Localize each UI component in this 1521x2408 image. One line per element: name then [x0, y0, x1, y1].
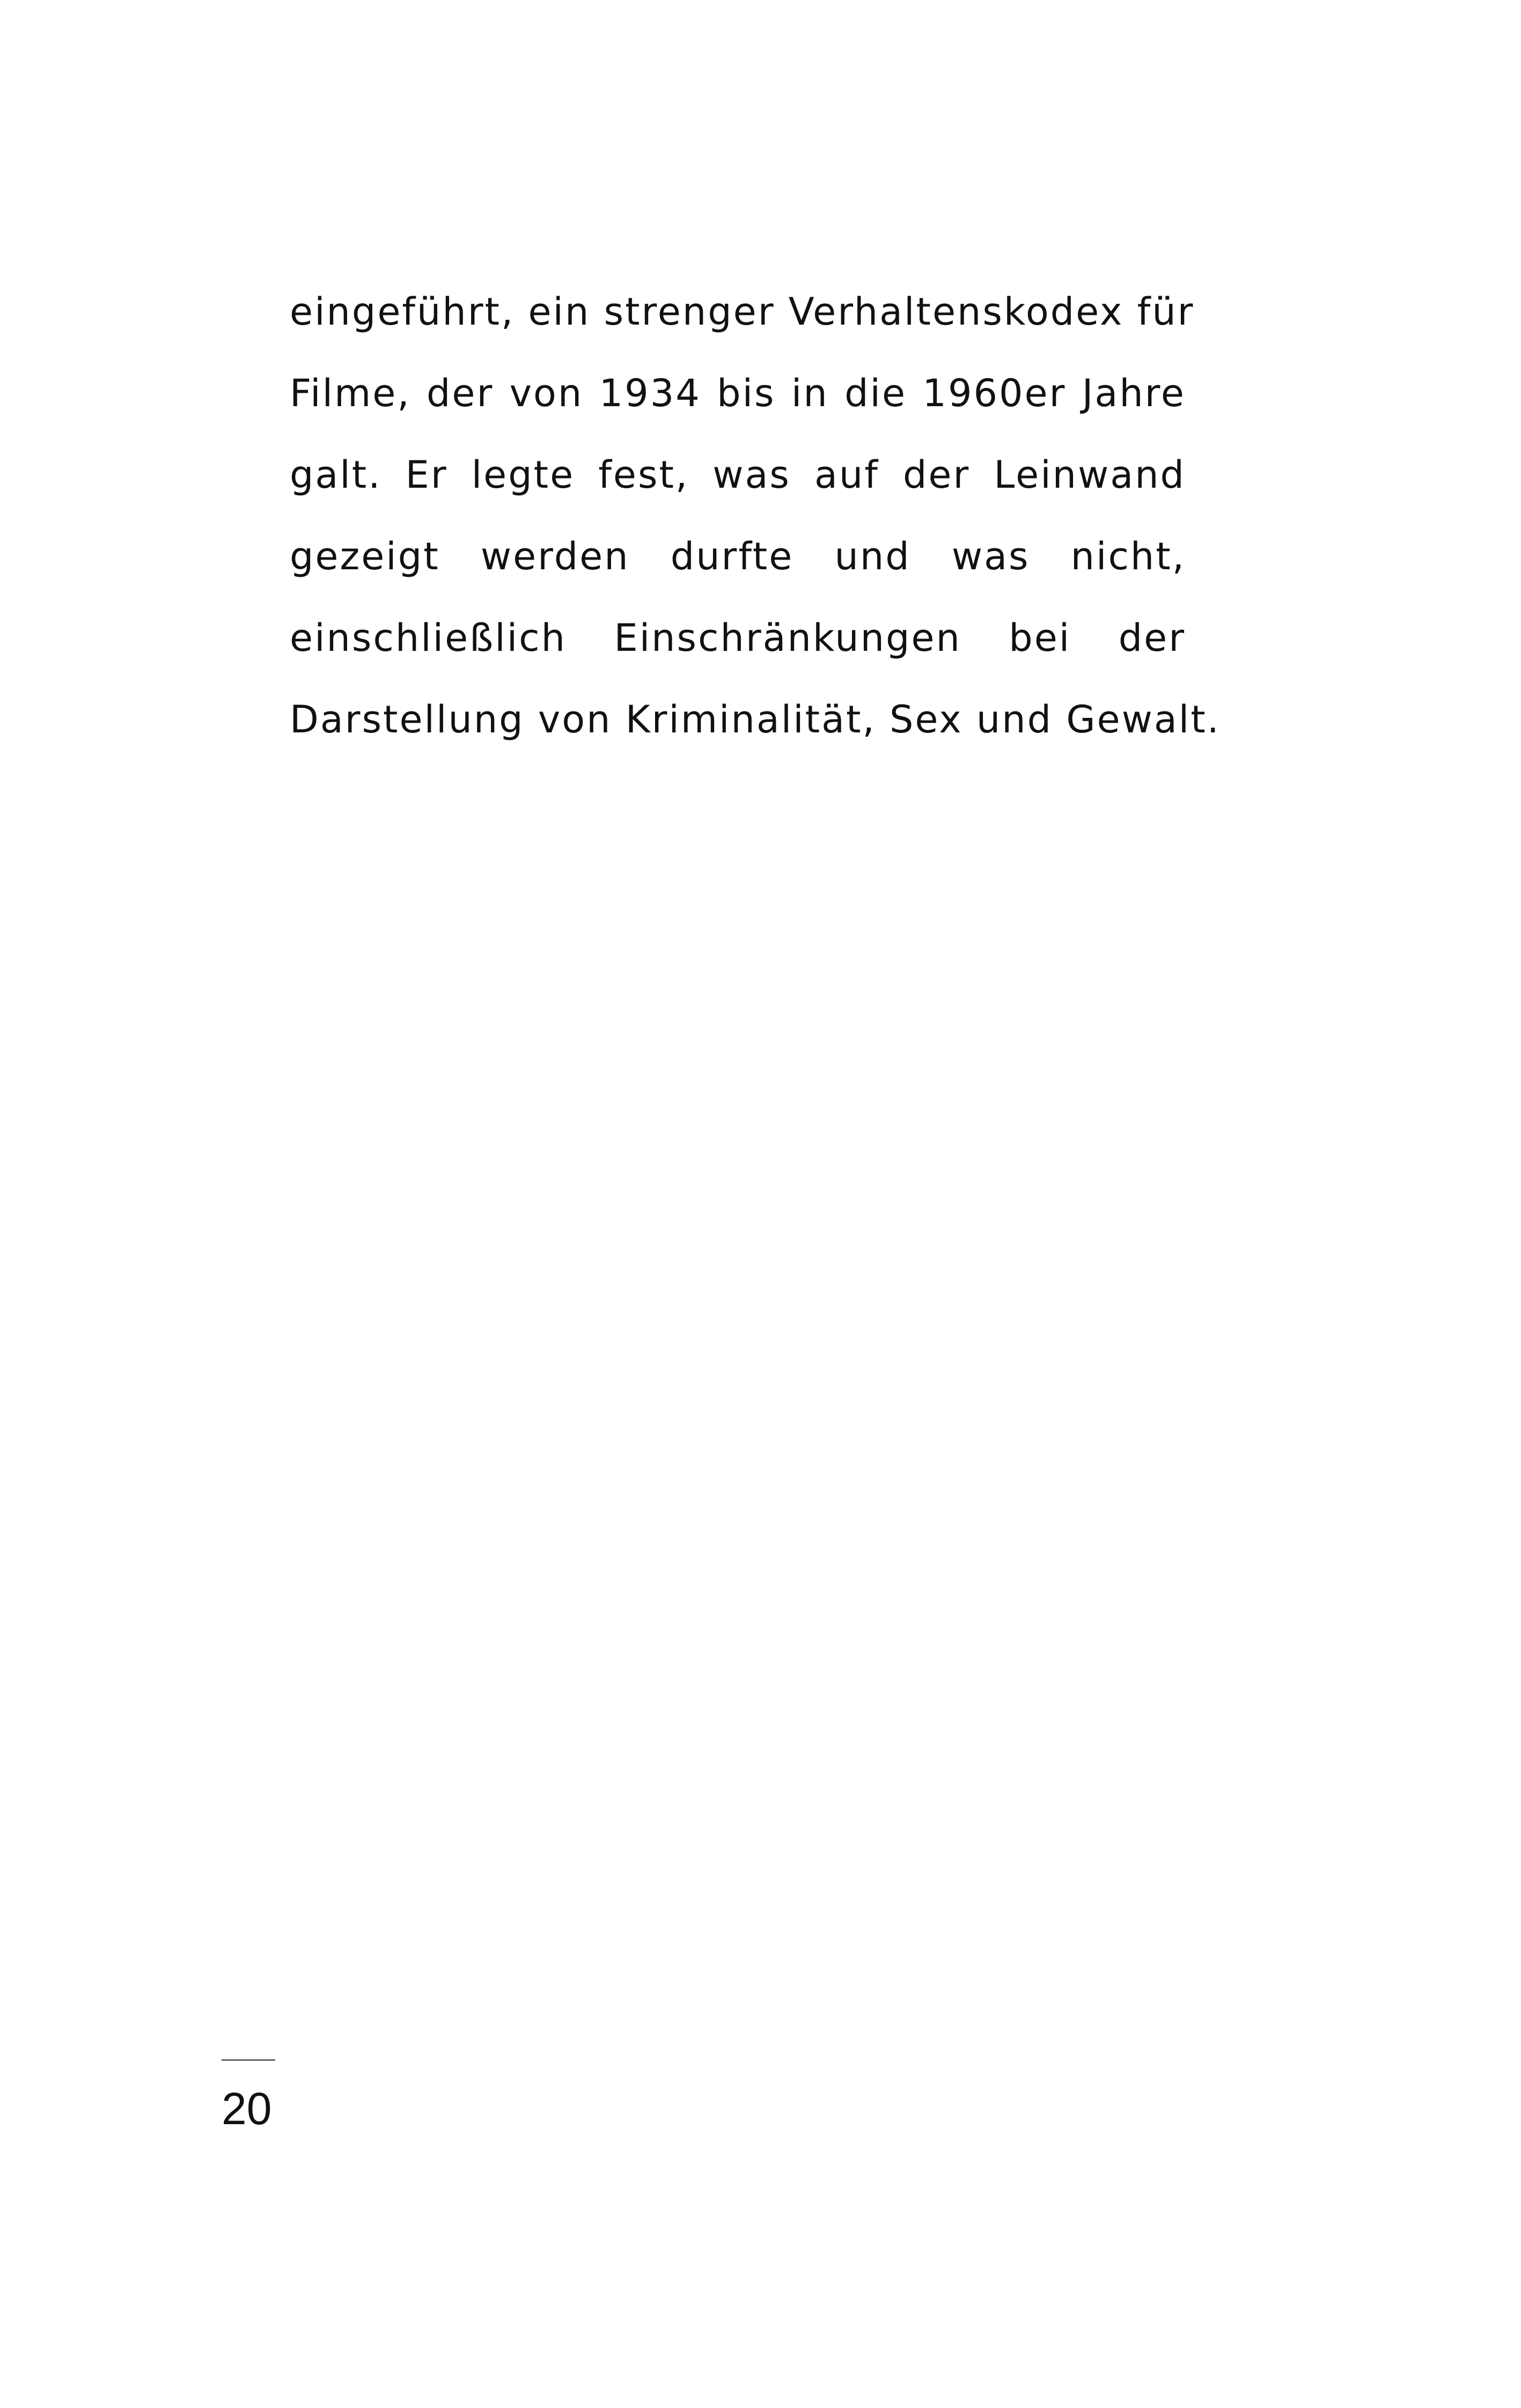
page-number: 20 — [222, 2083, 272, 2134]
footer-rule — [222, 2059, 275, 2061]
text-line-6: Darstellung von Kriminalität, Sex und Gewalt. — [290, 698, 1221, 742]
text-line-3: galt. Er legte fest, was auf der Leinwand — [290, 453, 1186, 497]
text-line-5: einschließlich Einschränkungen bei der — [290, 616, 1186, 660]
text-line-4: gezeigt werden durfte und was nicht, — [290, 534, 1186, 578]
text-line-2: Filme, der von 1934 bis in die 1960er Jahre — [290, 371, 1186, 415]
text-line-1: eingeführt, ein strenger Verhaltenskodex für — [290, 290, 1195, 334]
body-paragraph — [290, 271, 1221, 760]
